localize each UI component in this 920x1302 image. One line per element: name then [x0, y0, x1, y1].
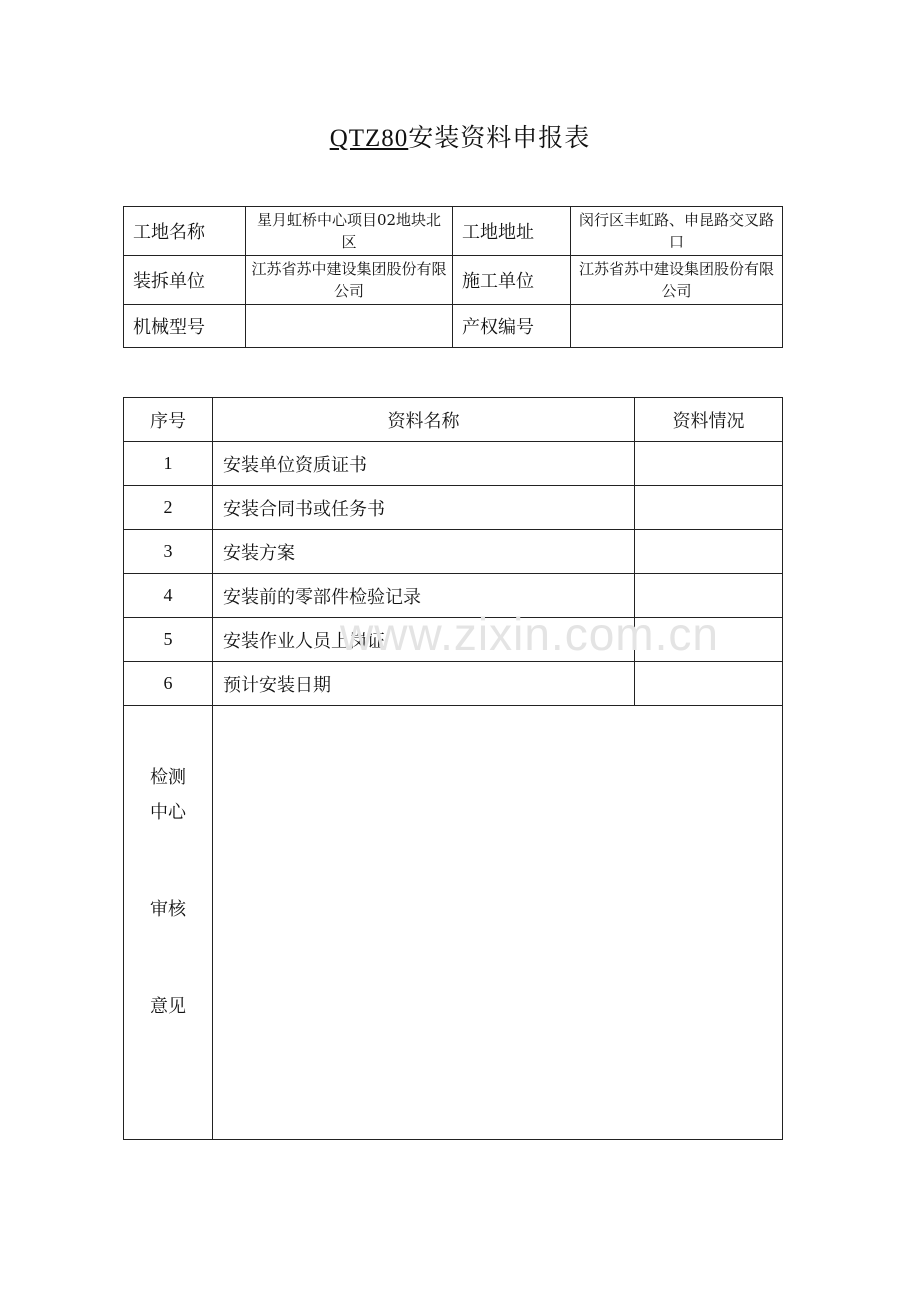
review-label-line: 审核 [150, 899, 186, 920]
table-row [124, 574, 783, 618]
row-status[interactable] [635, 486, 783, 530]
table-row [124, 662, 783, 706]
table-row [124, 207, 783, 256]
header-index: 序号 [124, 398, 213, 442]
table-header-row [124, 398, 783, 442]
review-label-line: 检测 [150, 767, 186, 788]
table-row [124, 256, 783, 305]
row-name: 安装合同书或任务书 [213, 486, 635, 530]
construct-unit-value[interactable]: 江苏省苏中建设集团股份有限公司 [571, 256, 783, 305]
table-row [124, 442, 783, 486]
table-row [124, 530, 783, 574]
site-address-value[interactable]: 闵行区丰虹路、申昆路交叉路口 [571, 207, 783, 256]
review-row [124, 706, 783, 1140]
row-name: 安装作业人员上岗证 [213, 618, 635, 662]
install-unit-value[interactable]: 江苏省苏中建设集团股份有限公司 [246, 256, 453, 305]
row-name: 安装前的零部件检验记录 [213, 574, 635, 618]
row-status[interactable] [635, 662, 783, 706]
row-status[interactable] [635, 442, 783, 486]
row-status[interactable] [635, 618, 783, 662]
review-label-line: 中心 [150, 802, 186, 823]
document-checklist-table [123, 397, 783, 1140]
row-name: 预计安装日期 [213, 662, 635, 706]
install-unit-label: 装拆单位 [124, 256, 246, 305]
row-index: 5 [124, 618, 213, 662]
header-name: 资料名称 [213, 398, 635, 442]
row-index: 3 [124, 530, 213, 574]
row-status[interactable] [635, 574, 783, 618]
table-row [124, 305, 783, 348]
row-name: 安装单位资质证书 [213, 442, 635, 486]
row-index: 1 [124, 442, 213, 486]
construct-unit-label: 施工单位 [453, 256, 571, 305]
row-index: 4 [124, 574, 213, 618]
row-index: 6 [124, 662, 213, 706]
property-no-label: 产权编号 [453, 305, 571, 348]
site-address-label: 工地地址 [453, 207, 571, 256]
machine-model-label: 机械型号 [124, 305, 246, 348]
watermark: www.zixin.com.cn [340, 608, 719, 660]
page-title [0, 118, 920, 154]
table-row [124, 618, 783, 662]
review-content-area[interactable] [213, 706, 783, 1140]
row-index: 2 [124, 486, 213, 530]
machine-model-value[interactable] [246, 305, 453, 348]
site-name-value[interactable]: 星月虹桥中心项目02地块北区 [246, 207, 453, 256]
title-text: 安装资料申报表 [408, 123, 591, 152]
title-model: QTZ80 [329, 125, 409, 152]
site-name-label: 工地名称 [124, 207, 246, 256]
row-name: 安装方案 [213, 530, 635, 574]
row-status[interactable] [635, 530, 783, 574]
table-row [124, 486, 783, 530]
property-no-value[interactable] [571, 305, 783, 348]
site-info-table [123, 206, 783, 348]
review-label [124, 706, 213, 1140]
review-label-line: 意见 [150, 996, 186, 1017]
header-status: 资料情况 [635, 398, 783, 442]
